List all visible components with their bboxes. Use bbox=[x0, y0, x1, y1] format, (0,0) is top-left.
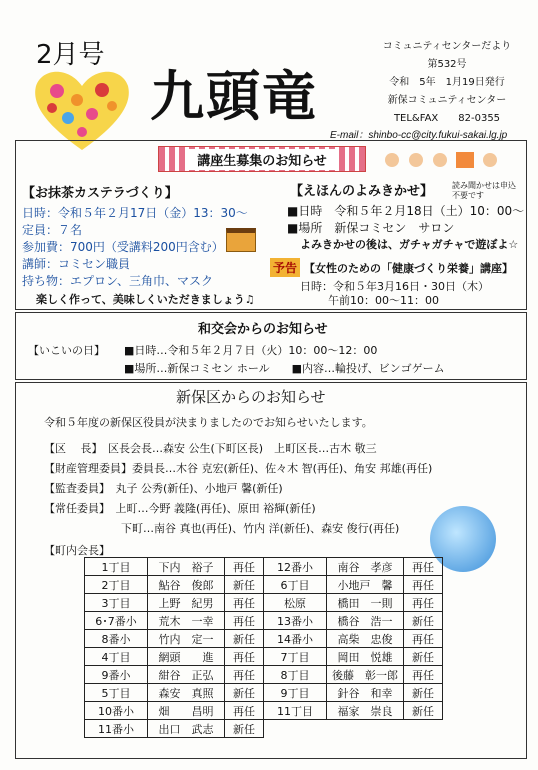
notice-badge: 予告 bbox=[270, 258, 300, 277]
issue-month: 2月号 bbox=[36, 40, 105, 70]
table-cell: 3丁目 bbox=[85, 594, 148, 612]
table-cell: 再任 bbox=[404, 666, 443, 684]
table-cell: 出口 武志 bbox=[148, 720, 225, 738]
table-row bbox=[85, 594, 443, 612]
notice-title: 【女性のための「健康づくり栄養」講座】 bbox=[304, 262, 513, 275]
table-cell bbox=[327, 720, 404, 738]
table-cell: 下内 裕子 bbox=[148, 558, 225, 576]
masthead-line: 第532号 bbox=[427, 59, 467, 70]
table-cell: 橋田 一則 bbox=[327, 594, 404, 612]
officer-line: 【常任委員】 上町…今野 義隆(再任)、原田 裕輝(新任) bbox=[44, 502, 316, 515]
table-cell: 新任 bbox=[225, 630, 264, 648]
table-row bbox=[85, 666, 443, 684]
notice-date: 日時：令和５年3月16日・30日（木） bbox=[300, 280, 489, 293]
lesson-title: 【お抹茶カステラづくり】 bbox=[22, 186, 178, 201]
table-cell: 12番小 bbox=[264, 558, 327, 576]
table-cell: 岡田 悦雄 bbox=[327, 648, 404, 666]
table-cell: 10番小 bbox=[85, 702, 148, 720]
course-banner bbox=[158, 146, 366, 172]
table-cell: 9番小 bbox=[85, 666, 148, 684]
table-row bbox=[85, 612, 443, 630]
table-row bbox=[85, 684, 443, 702]
castella-icon bbox=[226, 228, 256, 252]
table-cell bbox=[264, 720, 327, 738]
notice-time: 午前10：00～11：00 bbox=[328, 294, 439, 307]
table-cell: 13番小 bbox=[264, 612, 327, 630]
table-cell: 福家 崇良 bbox=[327, 702, 404, 720]
table-cell: 9丁目 bbox=[264, 684, 327, 702]
table-cell: 4丁目 bbox=[85, 648, 148, 666]
chokai-table bbox=[84, 557, 443, 738]
table-cell: 再任 bbox=[225, 558, 264, 576]
table-cell: 11番小 bbox=[85, 720, 148, 738]
chokai-label: 【町内会長】 bbox=[44, 544, 110, 557]
district-title: 新保区からのお知らせ bbox=[176, 388, 326, 406]
masthead-info bbox=[362, 38, 532, 128]
table-cell: 6丁目 bbox=[264, 576, 327, 594]
table-row bbox=[85, 702, 443, 720]
masthead-line: コミュニティセンターだより bbox=[382, 41, 512, 52]
newsletter-title: 九頭竜 bbox=[150, 64, 318, 128]
table-cell: 7丁目 bbox=[264, 648, 327, 666]
table-cell: 新任 bbox=[404, 684, 443, 702]
table-cell: 網頭 進 bbox=[148, 648, 225, 666]
table-cell: 8番小 bbox=[85, 630, 148, 648]
table-cell: 1丁目 bbox=[85, 558, 148, 576]
lesson-note: 楽しく作って、美味しくいただきましょう♫ bbox=[36, 293, 255, 306]
table-cell: 再任 bbox=[404, 558, 443, 576]
table-cell: 後藤 彰一郎 bbox=[327, 666, 404, 684]
table-cell: 新任 bbox=[404, 702, 443, 720]
table-cell: 新任 bbox=[404, 612, 443, 630]
table-row bbox=[85, 576, 443, 594]
table-cell: 再任 bbox=[404, 594, 443, 612]
table-cell: 5丁目 bbox=[85, 684, 148, 702]
table-cell: 松原 bbox=[264, 594, 327, 612]
picturebook-datetime: ■日時 令和５年２月18日（土）10：00～ bbox=[287, 204, 525, 218]
table-cell bbox=[404, 720, 443, 738]
table-cell: 2丁目 bbox=[85, 576, 148, 594]
table-cell: 南谷 孝彦 bbox=[327, 558, 404, 576]
table-cell: 竹内 定一 bbox=[148, 630, 225, 648]
wakokai-datetime: ■日時…令和５年２月７日（火）10：00～12：00 bbox=[124, 344, 378, 357]
picturebook-place: ■場所 新保コミセン サロン bbox=[287, 221, 455, 235]
picturebook-title: 【えほんのよみきかせ】 bbox=[290, 184, 434, 199]
officer-line: 下町…南谷 真也(再任)、竹内 洋(新任)、森安 俊行(再任) bbox=[44, 522, 400, 535]
table-cell: 橋谷 浩一 bbox=[327, 612, 404, 630]
table-row bbox=[85, 630, 443, 648]
wakokai-label: 【いこいの日】 bbox=[28, 344, 105, 357]
table-cell: 再任 bbox=[225, 666, 264, 684]
masthead-line: TEL&FAX 82-0355 bbox=[393, 113, 501, 124]
masthead-line: 新保コミュニティセンター bbox=[387, 95, 507, 106]
table-cell: 再任 bbox=[225, 702, 264, 720]
table-row bbox=[85, 648, 443, 666]
table-cell: 再任 bbox=[225, 612, 264, 630]
course-banner-text: 講座生募集のお知らせ bbox=[189, 149, 335, 170]
table-cell: 再任 bbox=[404, 576, 443, 594]
table-cell: 8丁目 bbox=[264, 666, 327, 684]
officer-line: 【監査委員】 丸子 公秀(新任)、小地戸 馨(新任) bbox=[44, 482, 283, 495]
table-cell: 針谷 和幸 bbox=[327, 684, 404, 702]
table-cell: 小地戸 馨 bbox=[327, 576, 404, 594]
table-cell: 11丁目 bbox=[264, 702, 327, 720]
officer-line: 【区 長】 区長会長…森安 公生(下町区長) 上町区長…古木 敬三 bbox=[44, 442, 377, 455]
lesson-fee: 参加費：700円（受講料200円含む） bbox=[22, 240, 224, 254]
table-cell: 新任 bbox=[225, 576, 264, 594]
email-address: E-mail：shinbo-cc@city.fukui-sakai.lg.jp bbox=[330, 130, 508, 141]
table-cell: 高柴 忠俊 bbox=[327, 630, 404, 648]
table-cell: 新任 bbox=[225, 684, 264, 702]
table-cell: 6･7番小 bbox=[85, 612, 148, 630]
district-intro: 令和５年度の新保区役員が決まりましたのでお知らせいたします。 bbox=[44, 416, 373, 429]
table-cell: 上野 紀男 bbox=[148, 594, 225, 612]
lesson-instructor: 講師：コミセン職員 bbox=[22, 257, 131, 271]
table-cell: 森安 真照 bbox=[148, 684, 225, 702]
table-row bbox=[85, 720, 443, 738]
table-cell: 鮎谷 俊郎 bbox=[148, 576, 225, 594]
lesson-capacity: 定員：７名 bbox=[22, 223, 83, 237]
picturebook-note: よみきかせの後は、ガチャガチャで遊ぼよ☆ bbox=[300, 238, 519, 251]
wakokai-place-content: ■場所…新保コミセン ホール ■内容…輪投げ、ビンゴゲーム bbox=[124, 362, 445, 375]
officer-line: 【財産管理委員】委員長…木谷 克宏(新任)、佐々木 智(再任)、角安 邦雄(再任) bbox=[44, 462, 433, 475]
table-cell: 新任 bbox=[225, 720, 264, 738]
masthead-line: 令和 5年 1月19日発行 bbox=[389, 77, 505, 88]
table-cell: 再任 bbox=[225, 648, 264, 666]
table-cell: 畑 昌明 bbox=[148, 702, 225, 720]
lesson-datetime: 日時：令和５年２月17日（金）13：30～ bbox=[22, 206, 248, 220]
children-illustration-icon bbox=[372, 146, 512, 172]
picturebook-side-note: 読み聞かせは申込不要です bbox=[452, 181, 516, 200]
table-row bbox=[85, 558, 443, 576]
table-cell: 荒木 一幸 bbox=[148, 612, 225, 630]
lesson-items: 持ち物：エプロン、三角巾、マスク bbox=[22, 274, 214, 288]
table-cell: 紺谷 正弘 bbox=[148, 666, 225, 684]
table-cell: 新任 bbox=[404, 648, 443, 666]
table-cell: 再任 bbox=[225, 594, 264, 612]
wakokai-title: 和交会からのお知らせ bbox=[198, 322, 328, 337]
table-cell: 14番小 bbox=[264, 630, 327, 648]
table-cell: 再任 bbox=[404, 630, 443, 648]
